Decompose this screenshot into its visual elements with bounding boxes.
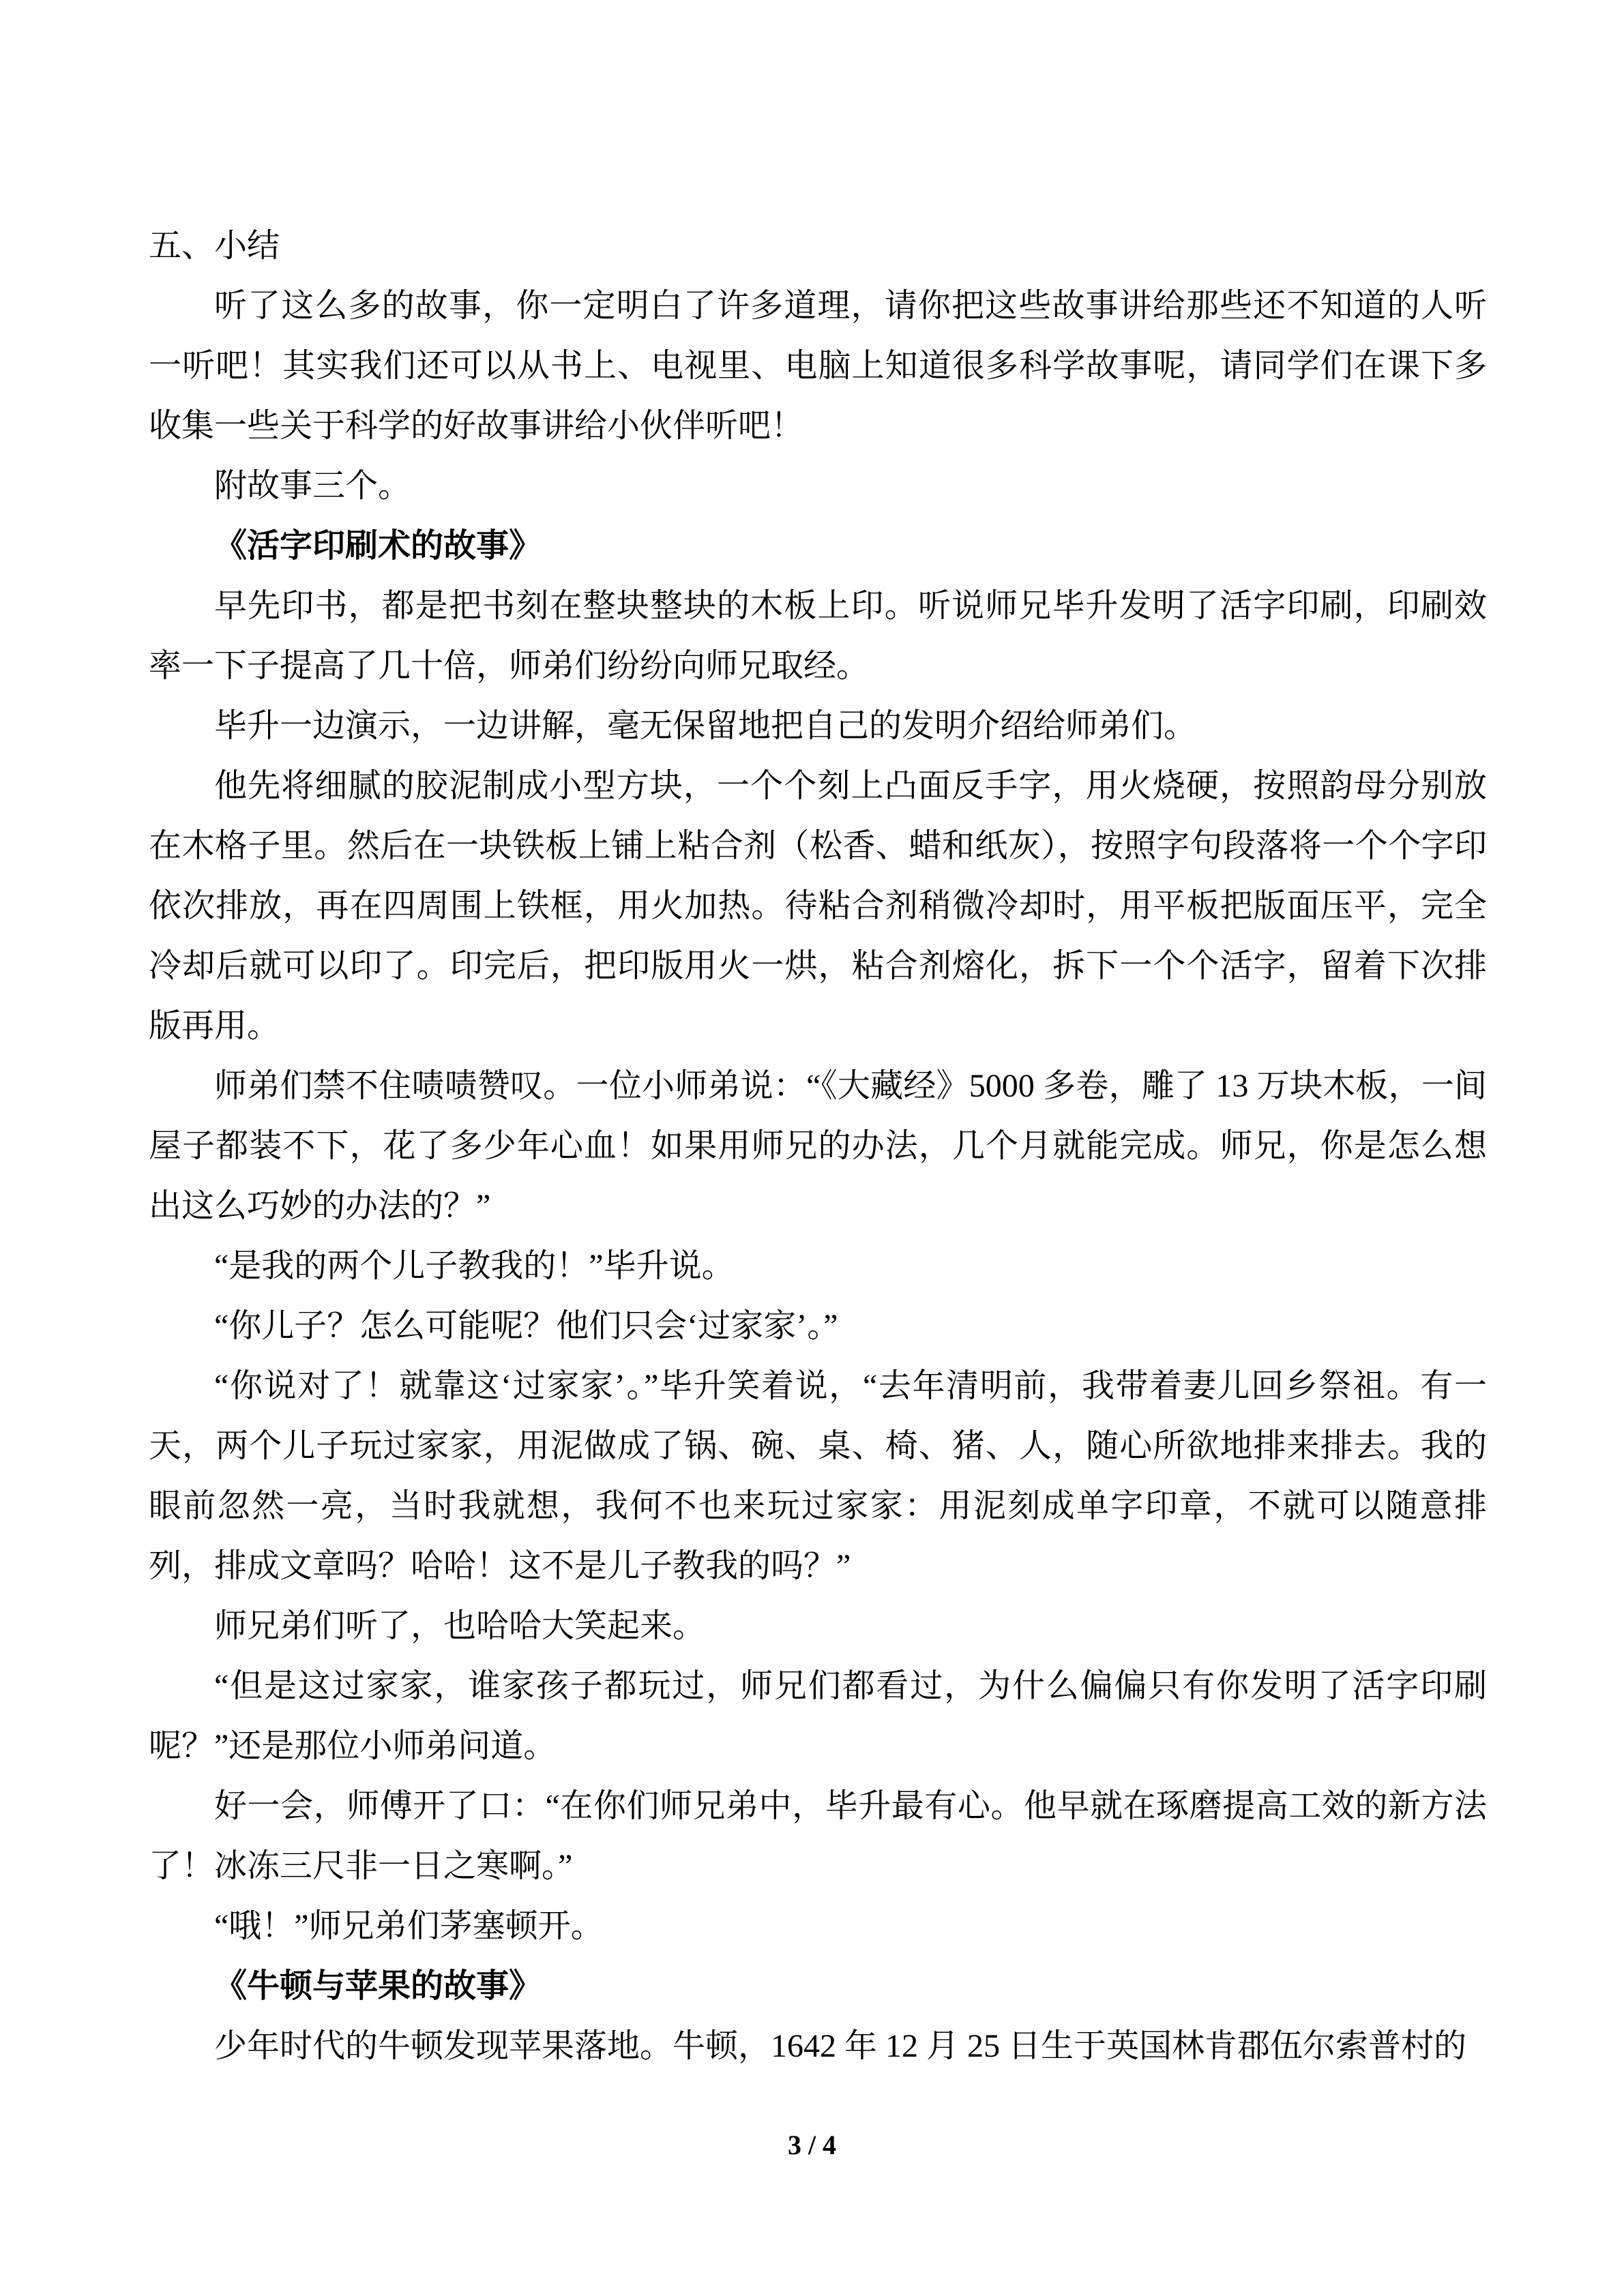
- paragraph-story1-6: “你儿子？怎么可能呢？他们只会‘过家家’。”: [214, 1308, 838, 1344]
- page-footer: [0, 2129, 1624, 2162]
- paragraph-story1-2: 毕升一边演示，一边讲解，毫无保留地把自己的发明介绍给师弟们。: [214, 708, 1197, 744]
- section-heading: 五、小结: [149, 228, 280, 264]
- page-number: 3 / 4: [787, 2130, 837, 2160]
- story-title-newton-apple: 《牛顿与苹果的故事》: [214, 1968, 542, 2004]
- paragraph-story1-4: 师弟们禁不住啧啧赞叹。一位小师弟说：“《大藏经》5000 多卷，雕了 13 万块木板，一间屋子都装不下，花了多少年心血！如果用师兄的办法，几个月就能完成。师兄，你是怎么想出这么巧妙的办法的？”: [149, 1068, 1487, 1224]
- paragraph-summary: 听了这么多的故事，你一定明白了许多道理，请你把这些故事讲给那些还不知道的人听一听吧！其实我们还可以从书上、电视里、电脑上知道很多科学故事呢，请同学们在课下多收集一些关于科学的好故事讲给小伙伴听吧！: [149, 288, 1487, 444]
- paragraph-story2-1: 少年时代的牛顿发现苹果落地。牛顿，1642 年 12 月 25 日生于英国林肯郡伍尔索普村的: [214, 2028, 1467, 2064]
- paragraph-story1-5: “是我的两个儿子教我的！”毕升说。: [214, 1248, 735, 1284]
- paragraph-story1-7: “你说对了！就靠这‘过家家’。”毕升笑着说，“去年清明前，我带着妻儿回乡祭祖。有一天，两个儿子玩过家家，用泥做成了锅、碗、桌、椅、猪、人，随心所欲地排来排去。我的眼前忽然一亮，当时我就想，我何不也来玩过家家：用泥刻成单字印章，不就可以随意排列，排成文章吗？哈哈！这不是儿子教我的吗？”: [149, 1368, 1487, 1584]
- paragraph-story1-1: 早先印书，都是把书刻在整块整块的木板上印。听说师兄毕升发明了活字印刷，印刷效率一下子提高了几十倍，师弟们纷纷向师兄取经。: [149, 588, 1487, 684]
- document-body: [149, 216, 1487, 2076]
- paragraph-story1-3: 他先将细腻的胶泥制成小型方块，一个个刻上凸面反手字，用火烧硬，按照韵母分别放在木格子里。然后在一块铁板上铺上粘合剂（松香、蜡和纸灰），按照字句段落将一个个字印依次排放，再在四周围上铁框，用火加热。待粘合剂稍微冷却时，用平板把版面压平，完全冷却后就可以印了。印完后，把印版用火一烘，粘合剂熔化，拆下一个个活字，留着下次排版再用。: [149, 768, 1487, 1044]
- paragraph-story1-8: 师兄弟们听了，也哈哈大笑起来。: [214, 1608, 706, 1644]
- story-title-movable-type: 《活字印刷术的故事》: [214, 528, 542, 564]
- paragraph-story1-9: “但是这过家家，谁家孩子都玩过，师兄们都看过，为什么偏偏只有你发明了活字印刷呢？”还是那位小师弟问道。: [149, 1668, 1487, 1764]
- paragraph-story1-11: “哦！”师兄弟们茅塞顿开。: [214, 1908, 604, 1944]
- paragraph-story1-10: 好一会，师傅开了口：“在你们师兄弟中，毕升最有心。他早就在琢磨提高工效的新方法了！冰冻三尺非一日之寒啊。”: [149, 1788, 1487, 1884]
- paragraph-attached-stories-note: 附故事三个。: [214, 468, 411, 504]
